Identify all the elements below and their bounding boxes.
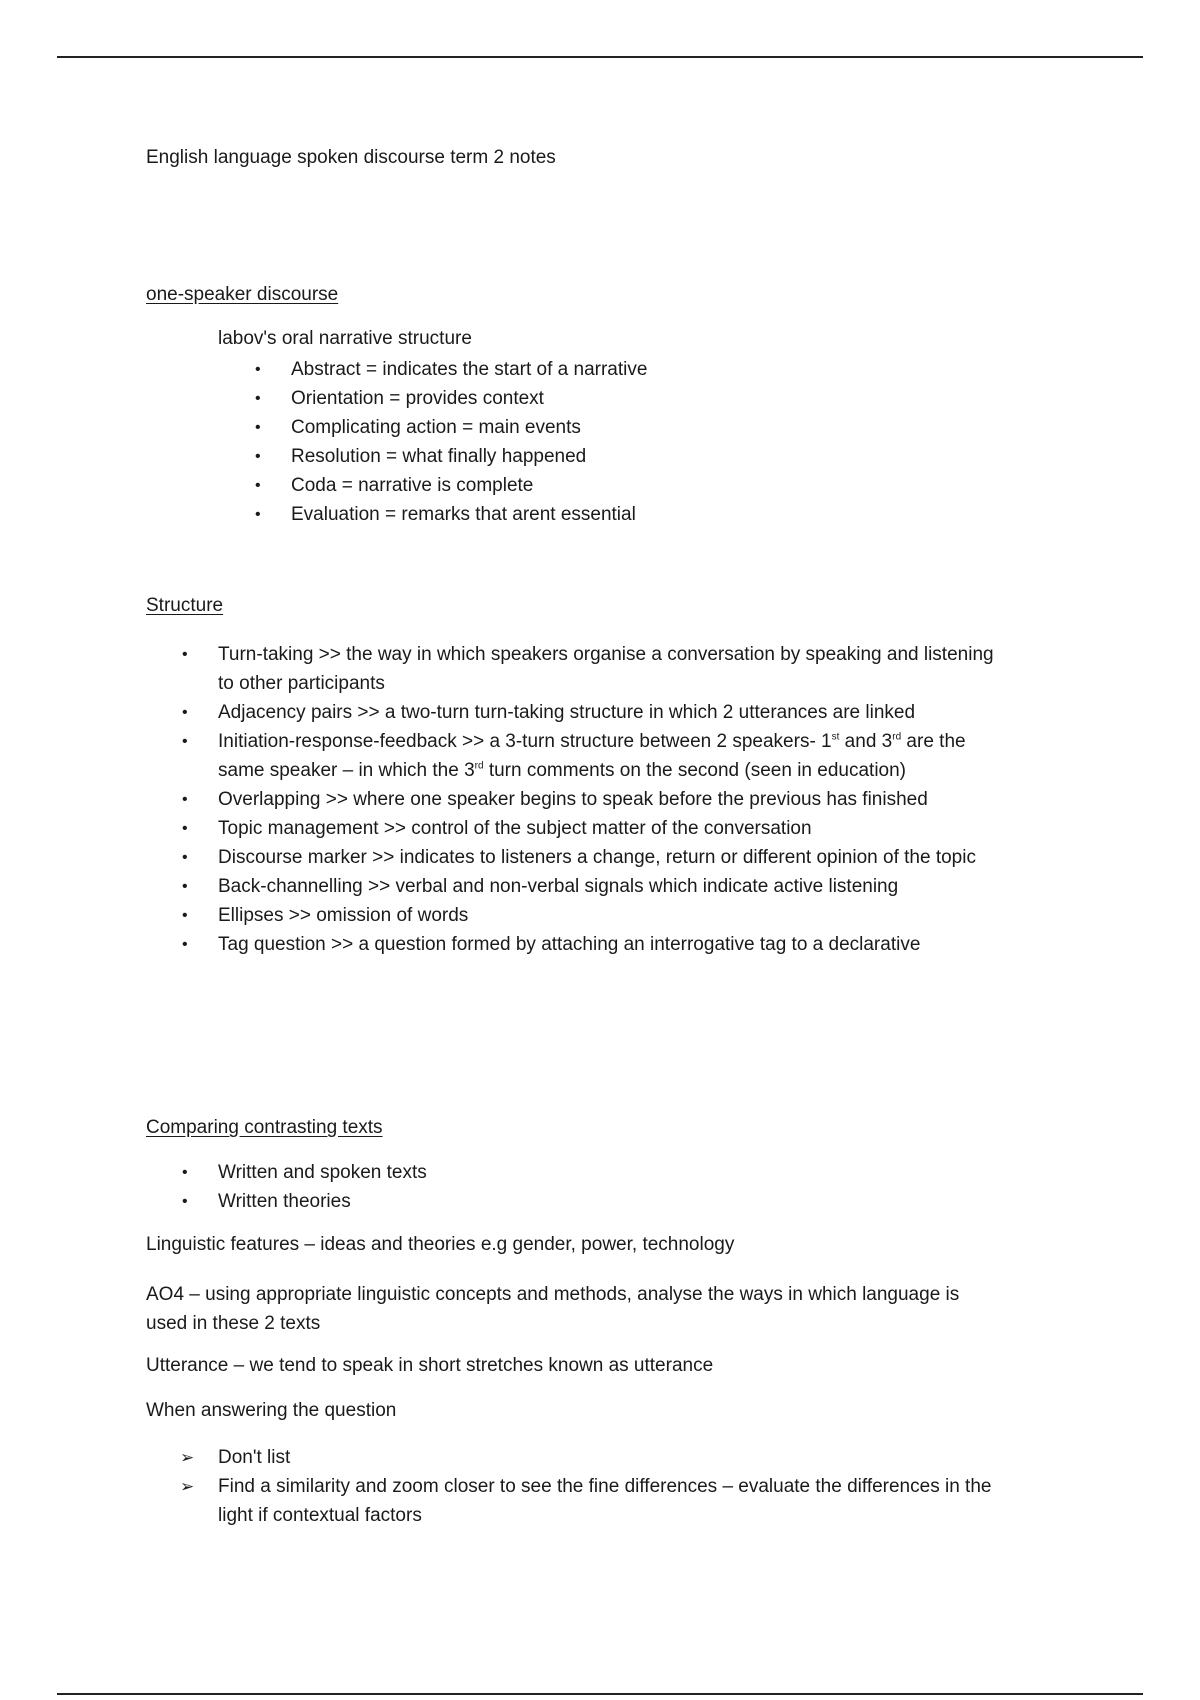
list-item: • Initiation-response-feedback >> a 3-turn structure between 2 speakers- 1st and 3rd are the same speaker – in which the 3rd turn comments on the second (seen in education) — [218, 727, 1088, 785]
heading-comparing: Comparing contrasting texts — [146, 1117, 383, 1138]
list-item: • Written and spoken texts — [218, 1158, 427, 1187]
bullet-icon: • — [255, 419, 261, 436]
heading-one-speaker: one-speaker discourse — [146, 284, 339, 305]
list-item: ➢ Don't list — [218, 1443, 1088, 1472]
page-title: English language spoken discourse term 2 notes — [146, 147, 556, 168]
paragraph-linguistic-features: Linguistic features – ideas and theories e.g gender, power, technology — [146, 1234, 735, 1255]
bullet-icon: • — [182, 936, 188, 953]
bullet-icon: • — [255, 477, 261, 494]
heading-structure: Structure — [146, 595, 224, 616]
bullet-icon: • — [182, 646, 188, 663]
footer-rule — [57, 1693, 1143, 1695]
bullet-icon: • — [255, 361, 261, 378]
arrow-bullet-icon: ➢ — [180, 1448, 195, 1467]
list-item: • Resolution = what finally happened — [291, 442, 647, 471]
bullet-icon: • — [255, 506, 261, 523]
list-item: • Tag question >> a question formed by attaching an interrogative tag to a declarative — [218, 930, 1088, 959]
bullet-icon: • — [182, 849, 188, 866]
paragraph-ao4: AO4 – using appropriate linguistic concepts and methods, analyse the ways in which language is used in these 2 texts — [146, 1284, 960, 1334]
bullet-icon: • — [182, 791, 188, 808]
comparing-list — [182, 1158, 427, 1216]
list-item: • Topic management >> control of the subject matter of the conversation — [218, 814, 1088, 843]
list-item: • Abstract = indicates the start of a narrative — [291, 355, 647, 384]
bullet-icon: • — [255, 448, 261, 465]
list-item: • Complicating action = main events — [291, 413, 647, 442]
list-item: • Evaluation = remarks that arent essential — [291, 500, 647, 529]
list-item: • Adjacency pairs >> a two-turn turn-taking structure in which 2 utterances are linked — [218, 698, 1088, 727]
list-item: • Written theories — [218, 1187, 427, 1216]
list-item: • Overlapping >> where one speaker begins to speak before the previous has finished — [218, 785, 1088, 814]
structure-list — [182, 640, 1088, 959]
bullet-icon: • — [182, 1193, 188, 1210]
list-item: • Discourse marker >> indicates to listeners a change, return or different opinion of the topic — [218, 843, 1088, 872]
arrow-bullet-icon: ➢ — [180, 1477, 195, 1496]
header-rule — [57, 56, 1143, 58]
answering-tips-list — [180, 1443, 1088, 1530]
paragraph-utterance: Utterance – we tend to speak in short stretches known as utterance — [146, 1355, 714, 1376]
paragraph-answering: When answering the question — [146, 1400, 397, 1421]
bullet-icon: • — [182, 733, 188, 750]
list-item: • Ellipses >> omission of words — [218, 901, 1088, 930]
list-item: ➢ Find a similarity and zoom closer to see the fine differences – evaluate the differences in the light if contextual factors — [218, 1472, 1088, 1530]
bullet-icon: • — [182, 1164, 188, 1181]
bullet-icon: • — [255, 390, 261, 407]
list-item: • Coda = narrative is complete — [291, 471, 647, 500]
subheading-labov: labov's oral narrative structure — [218, 328, 472, 349]
bullet-icon: • — [182, 820, 188, 837]
list-item: • Turn-taking >> the way in which speakers organise a conversation by speaking and listening to other participants — [218, 640, 1088, 698]
bullet-icon: • — [182, 907, 188, 924]
labov-list — [255, 355, 648, 529]
bullet-icon: • — [182, 704, 188, 721]
list-item: • Back-channelling >> verbal and non-verbal signals which indicate active listening — [218, 872, 1088, 901]
list-item: • Orientation = provides context — [291, 384, 647, 413]
bullet-icon: • — [182, 878, 188, 895]
